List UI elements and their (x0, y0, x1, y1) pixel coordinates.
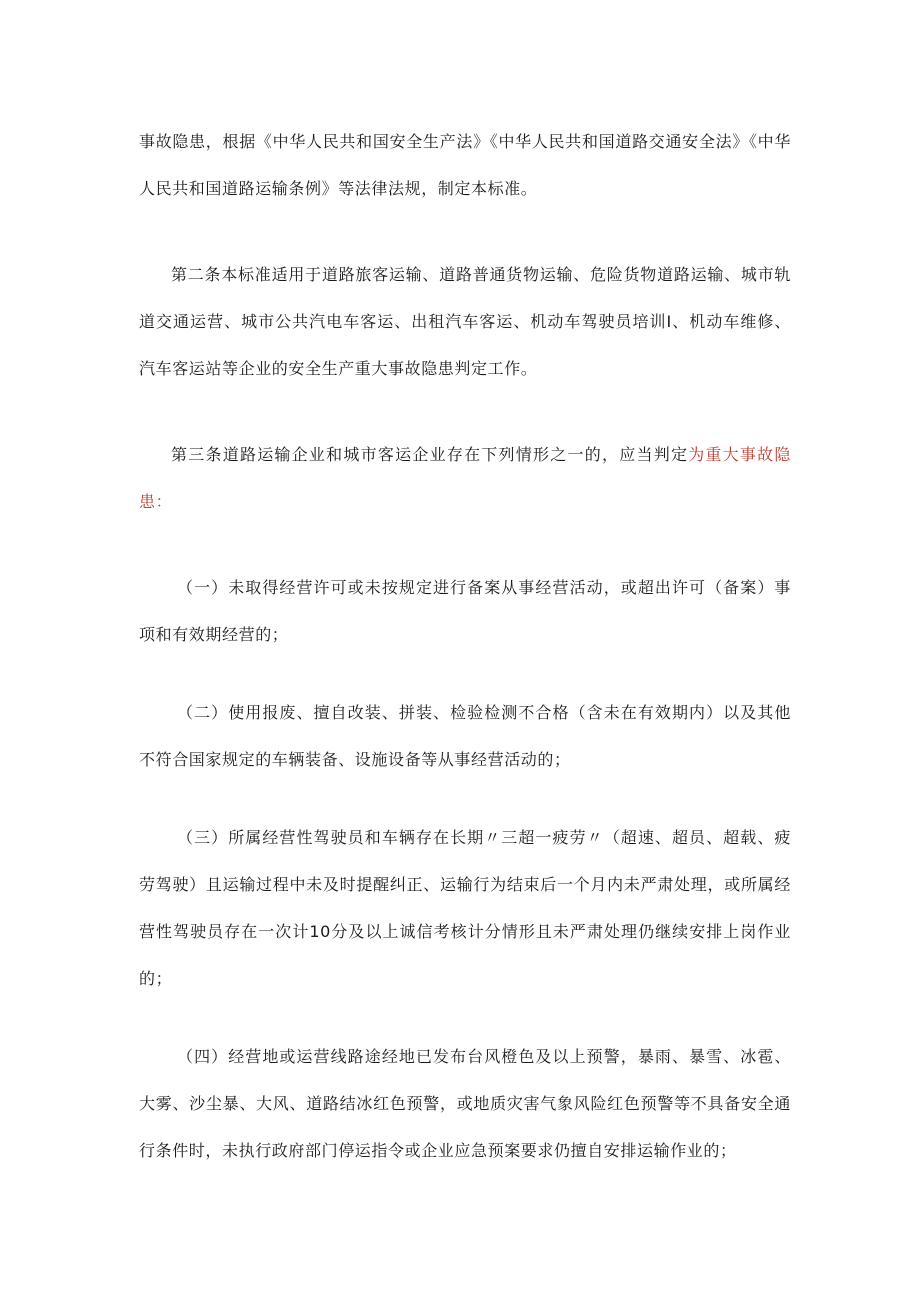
article-3-lead: 第三条道路运输企业和城市客运企业存在下列情形之一的，应当判定 (171, 445, 689, 464)
paragraph-gap (139, 212, 791, 251)
paragraph-gap (139, 783, 791, 814)
paragraph-gap (139, 392, 791, 431)
item-4: （四）经营地或运营线路途经地已发布台风橙色及以上预警，暴雨、暴雪、冰雹、大雾、沙尘暴、大风、道路结冰红色预警，或地质灾害气象风险红色预警等不具备安全通行条件时，未执行政府部门停运指令或企业应急预案要求仍擅自安排运输作业的； (139, 1047, 791, 1160)
item-1: （一）未取得经营许可或未按规定进行备案从事经营活动，或超出许可（备案）事项和有效期经营的； (139, 578, 791, 644)
article-3-highlight: 为重大事故隐患： (139, 445, 791, 511)
item-2: （二）使用报废、擅自改装、拼装、检验检测不合格（含未在有效期内）以及其他不符合国家规定的车辆装备、设施设备等从事经营活动的； (139, 703, 791, 769)
paragraph-gap (139, 1002, 791, 1033)
intro-paragraph-end: 事故隐患，根据《中华人民共和国安全生产法》《中华人民共和国道路交通安全法》《中华人民共和国道路运输条例》等法律法规，制定本标准。 (139, 132, 791, 198)
article-2: 第二条本标准适用于道路旅客运输、道路普通货物运输、危险货物道路运输、城市轨道交通运营、城市公共汽电车客运、出租汽车客运、机动车驾驶员培训Ⅰ、机动车维修、汽车客运站等企业的安全生产重大事故隐患判定工作。 (139, 265, 791, 378)
item-3: （三）所属经营性驾驶员和车辆存在长期〃三超一疲劳〃（超速、超员、超载、疲劳驾驶）且运输过程中未及时提醒纠正、运输行为结束后一个月内未严肃处理，或所属经营性驾驶员存在一次计10分及以上诚信考核计分情形且未严肃处理仍继续安排上岗作业的； (139, 828, 791, 988)
paragraph-gap (139, 658, 791, 689)
paragraph-gap (139, 525, 791, 564)
article-3 (139, 431, 791, 525)
document-body (139, 118, 791, 1174)
